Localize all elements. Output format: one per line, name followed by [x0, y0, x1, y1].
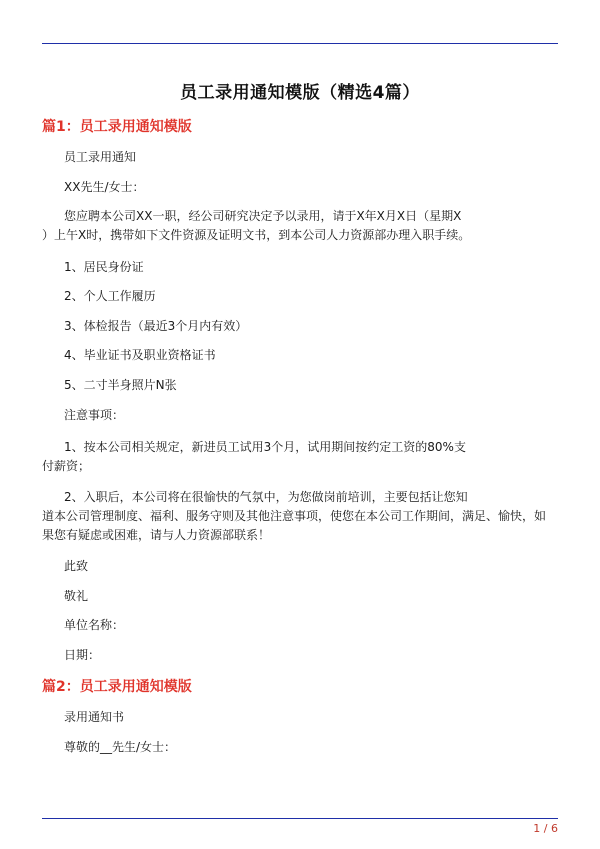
closing-jing-li: 敬礼	[64, 589, 89, 603]
paragraph-notice-title: 员工录用通知	[64, 150, 137, 164]
document-title: 员工录用通知模版（精选4篇）	[180, 83, 420, 103]
footer-rule	[42, 818, 558, 819]
section-heading-1: 篇1：员工录用通知模版	[42, 119, 192, 135]
paragraph-body-line-2: ）上午X时，携带如下文件资源及证明文书，到本公司人力资源部办理入职手续。	[42, 228, 471, 242]
page-indicator: 1 / 6	[533, 822, 558, 835]
section-heading-2: 篇2：员工录用通知模版	[42, 679, 192, 695]
list-item-2: 2、个人工作履历	[64, 289, 156, 303]
company-name-label: 单位名称：	[64, 618, 125, 632]
header-rule	[42, 43, 558, 44]
note-2-line-3: 果您有疑虑或困难，请与人力资源部联系！	[42, 528, 271, 542]
list-item-4: 4、毕业证书及职业资格证书	[64, 348, 216, 362]
list-item-5: 5、二寸半身照片N张	[64, 378, 177, 392]
list-item-1: 1、居民身份证	[64, 260, 144, 274]
notes-heading: 注意事项：	[64, 408, 125, 422]
paragraph-offer-title: 录用通知书	[64, 710, 125, 724]
note-1-line-2: 付薪资；	[42, 459, 91, 473]
paragraph-body-line-1: 您应聘本公司XX一职，经公司研究决定予以录用，请于X年X月X日（星期X	[64, 209, 462, 223]
list-item-3: 3、体检报告（最近3个月内有效）	[64, 319, 248, 333]
paragraph-salutation: XX先生/女士：	[64, 180, 145, 194]
date-label: 日期：	[64, 648, 101, 662]
note-2-line-1: 2、入职后，本公司将在很愉快的气氛中，为您做岗前培训，主要包括让您知	[64, 490, 468, 504]
note-1-line-1: 1、按本公司相关规定，新进员工试用3个月，试用期间按约定工资的80%支	[64, 440, 466, 454]
closing-ci-zhi: 此致	[64, 559, 89, 573]
paragraph-salutation-2: 尊敬的__先生/女士：	[64, 740, 177, 754]
note-2-line-2: 道本公司管理制度、福利、服务守则及其他注意事项，使您在本公司工作期间，满足、愉快，如	[42, 509, 547, 523]
